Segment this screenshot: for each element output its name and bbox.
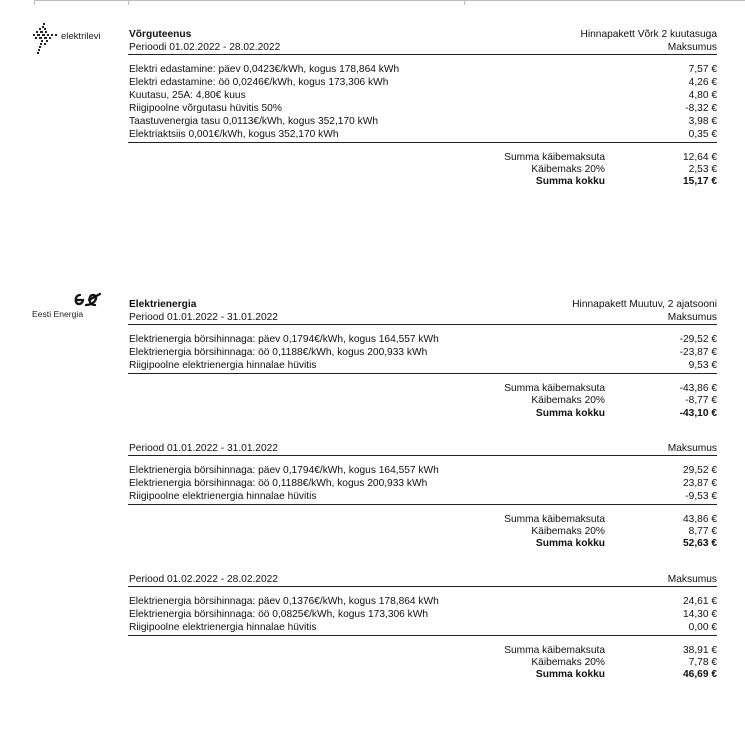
elektrilevi-logo-text: elektrilevi — [61, 31, 101, 42]
package-name: Hinnapakett Võrk 2 kuutasuga — [580, 29, 717, 40]
network-section — [128, 29, 717, 189]
line-items — [128, 334, 717, 374]
summary-net: Summa käibemaksuta 12,64 € — [504, 151, 717, 163]
period-label: Periood 01.02.2022 - 28.02.2022 — [129, 573, 278, 585]
elektrilevi-bolt-icon — [30, 22, 60, 54]
line-item: Riigipoolne elektrienergia hinnalae hüvitis 0,00 € — [128, 622, 717, 636]
line-items — [128, 596, 717, 636]
line-item: Riigipoolne elektrienergia hinnalae hüvitis -9,53 € — [128, 491, 717, 505]
period-label: Periood 01.01.2022 - 31.01.2022 — [129, 312, 278, 324]
line-item: Riigipoolne võrgutasu hüvitis 50% -8,32 € — [129, 102, 717, 114]
amount-header: Maksumus — [667, 443, 717, 455]
line-items — [128, 64, 717, 142]
energy-section — [128, 299, 717, 682]
divider-tick — [128, 0, 129, 5]
divider-tick — [464, 0, 465, 5]
summary-net: Summa käibemaksuta 43,86 € — [504, 513, 717, 525]
summary-vat: Käibemaks 20% 7,78 € — [531, 656, 717, 668]
line-item: Elektri edastamine: öö 0,0246€/kWh, kogus 173,306 kWh 4,26 € — [129, 77, 717, 89]
eesti-energia-logo-text: Eesti Energia — [32, 309, 84, 319]
period-label: Perioodi 01.02.2022 - 28.02.2022 — [129, 42, 281, 54]
top-divider — [34, 0, 745, 1]
line-items — [128, 465, 717, 505]
line-item: Elektrienergia börsihinnaga: öö 0,1188€/kWh, kogus 200,933 kWh 23,87 € — [129, 477, 717, 489]
summary-total: Summa kokku 15,17 € — [535, 176, 717, 188]
line-item: Elektrienergia börsihinnaga: päev 0,1794€/kWh, kogus 164,557 kWh -29,52 € — [129, 334, 717, 346]
line-item: Elektrienergia börsihinnaga: päev 0,1794€/kWh, kogus 164,557 kWh 29,52 € — [129, 465, 717, 477]
divider-tick — [34, 0, 35, 5]
line-item: Riigipoolne elektrienergia hinnalae hüvitis 9,53 € — [128, 360, 717, 374]
summary-total: Summa kokku -43,10 € — [535, 407, 717, 419]
line-item: Elektrienergia börsihinnaga: öö 0,1188€/kWh, kogus 200,933 kWh -23,87 € — [129, 347, 717, 359]
summary-vat: Käibemaks 20% -8,77 € — [531, 395, 717, 407]
summary-net: Summa käibemaksuta 38,91 € — [504, 644, 717, 656]
section-title: Võrguteenus — [129, 29, 192, 40]
package-name: Hinnapakett Muutuv, 2 ajatsooni — [572, 299, 717, 310]
line-item: Elektriaktsiis 0,001€/kWh, kogus 352,170 kWh 0,35 € — [128, 129, 717, 143]
period-label: Periood 01.01.2022 - 31.01.2022 — [129, 443, 278, 455]
summary-vat: Käibemaks 20% 2,53 € — [531, 163, 717, 175]
line-item: Taastuvenergia tasu 0,0113€/kWh, kogus 352,170 kWh 3,98 € — [129, 115, 717, 127]
summary-total: Summa kokku 46,69 € — [535, 669, 717, 681]
line-item: Elektrienergia börsihinnaga: öö 0,0825€/kWh, kogus 173,306 kWh 14,30 € — [129, 608, 717, 620]
elektrilevi-logo — [30, 22, 110, 54]
line-item: Elektrienergia börsihinnaga: päev 0,1376€/kWh, kogus 178,864 kWh 24,61 € — [129, 595, 717, 607]
line-item: Elektri edastamine: päev 0,0423€/kWh, kogus 178,864 kWh 7,57 € — [129, 64, 717, 76]
section-title: Elektrienergia — [129, 299, 197, 310]
amount-header: Maksumus — [667, 42, 717, 54]
amount-header: Maksumus — [667, 312, 717, 324]
eesti-energia-logo — [30, 292, 110, 322]
summary-net: Summa käibemaksuta -43,86 € — [504, 382, 717, 394]
amount-header: Maksumus — [667, 573, 717, 585]
eesti-energia-mark-icon — [72, 292, 102, 308]
summary-total: Summa kokku 52,63 € — [535, 538, 717, 550]
line-item: Kuutasu, 25A: 4,80€ kuus 4,80 € — [129, 89, 717, 101]
summary-vat: Käibemaks 20% 8,77 € — [531, 526, 717, 538]
